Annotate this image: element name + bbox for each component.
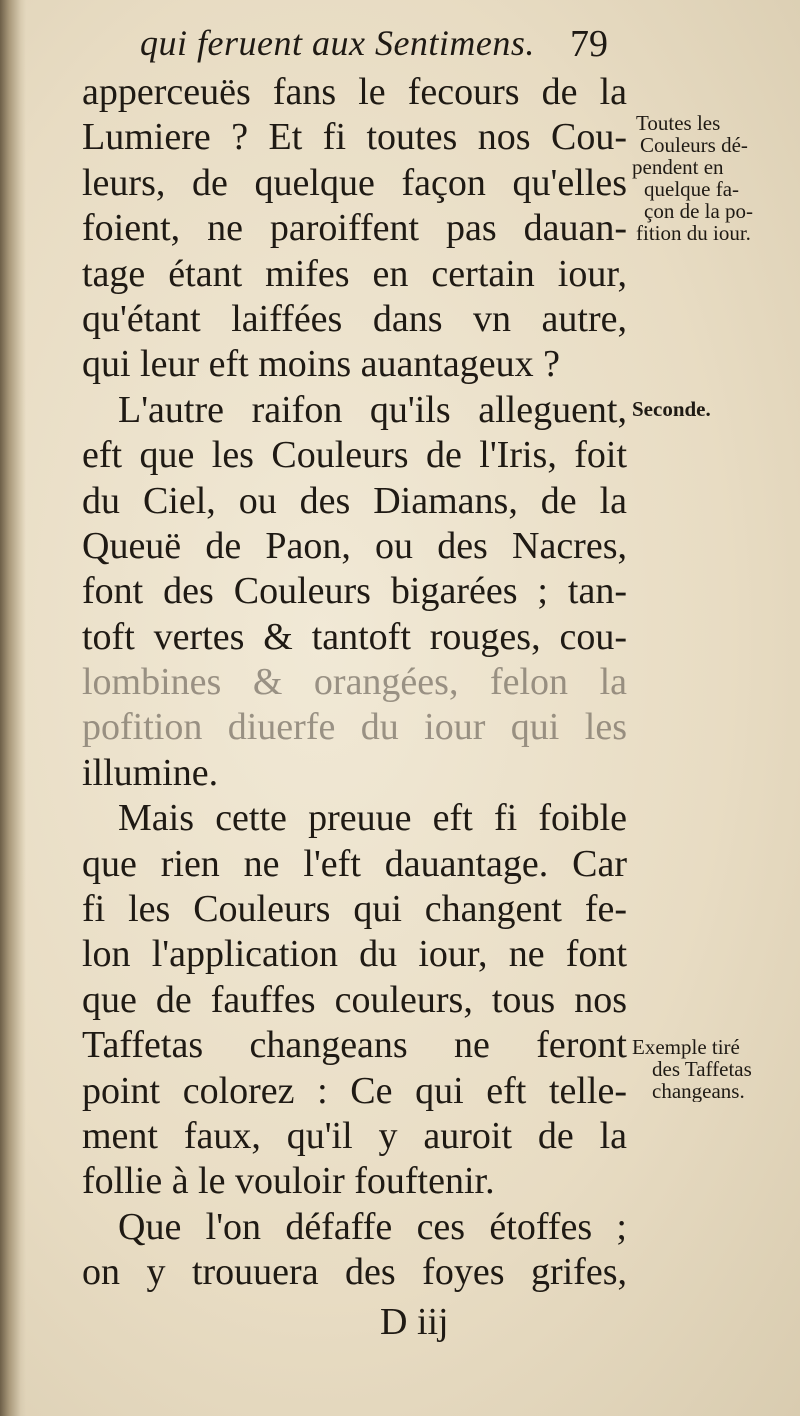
page-gutter (0, 0, 26, 1416)
text-line: eft que les Couleurs de l'Iris, foit (82, 434, 627, 477)
margin-note-exemple (632, 1036, 800, 1102)
page-number: 79 (570, 23, 608, 65)
text-line: Lumiere ? Et fi toutes nos Cou- (82, 116, 627, 159)
text-line: apperceuës fans le fecours de la (82, 71, 627, 113)
text-line: lon l'application du iour, ne font (82, 933, 627, 976)
text-line: on y trouuera des foyes grifes, (82, 1251, 627, 1294)
margin-note-line: Exemple tiré (632, 1036, 740, 1059)
text-line: ment faux, qu'il y auroit de la (82, 1114, 627, 1157)
text-line: que rien ne l'eft dauantage. Car (82, 842, 627, 885)
margin-note-line: çon de la po- (644, 199, 754, 223)
text-line: du Ciel, ou des Diamans, de la (82, 479, 627, 522)
text-line: fi les Couleurs qui changent fe- (82, 888, 627, 931)
text-line: toft vertes & tantoft rouges, cou- (82, 615, 627, 658)
catchword: D iij (380, 1301, 449, 1343)
margin-note-line: Seconde. (632, 398, 711, 420)
text-line: qu'étant laiffées dans vn autre, (82, 297, 627, 340)
body-text (82, 70, 627, 1296)
margin-note-line: Couleurs dé- (640, 133, 748, 157)
text-line: illumine. (82, 751, 219, 794)
text-line: leurs, de quelque façon qu'elles (82, 161, 627, 204)
margin-note-line: pendent en (632, 155, 724, 179)
text-line: Queuë de Paon, ou des Nacres, (82, 524, 627, 567)
text-line: foient, ne paroiffent pas dauan- (82, 207, 627, 250)
margin-note-seconde (632, 398, 800, 420)
text-line: pofition diuerfe du iour qui les (82, 706, 627, 749)
text-line: Taffetas changeans ne feront (82, 1024, 627, 1067)
margin-note-line: Toutes les (636, 112, 721, 135)
text-line: lombines & orangées, felon la (82, 661, 627, 704)
margin-note-line: changeans. (652, 1079, 745, 1102)
text-line: Que l'on défaffe ces étoffes ; (118, 1205, 627, 1248)
text-line: Mais cette preuue eft fi foible (118, 797, 627, 840)
text-line: tage étant mifes en certain iour, (82, 252, 627, 295)
text-line: font des Couleurs bigarées ; tan- (82, 570, 627, 613)
margin-note-line: fition du iour. (636, 221, 751, 244)
text-line: L'autre raifon qu'ils alleguent, (118, 388, 627, 431)
running-head: qui feruent aux Sentimens. (140, 23, 535, 63)
text-line: point colorez : Ce qui eft telle- (82, 1069, 627, 1112)
margin-note-line: des Taffetas (652, 1057, 752, 1081)
margin-note-line: quelque fa- (644, 177, 740, 201)
page-header (140, 22, 630, 70)
text-line: qui leur eft moins auantageux ? (82, 343, 561, 386)
margin-note-couleurs (632, 112, 800, 244)
text-line: follie à le vouloir fouftenir. (82, 1160, 495, 1203)
text-line: que de fauffes couleurs, tous nos (82, 978, 627, 1021)
